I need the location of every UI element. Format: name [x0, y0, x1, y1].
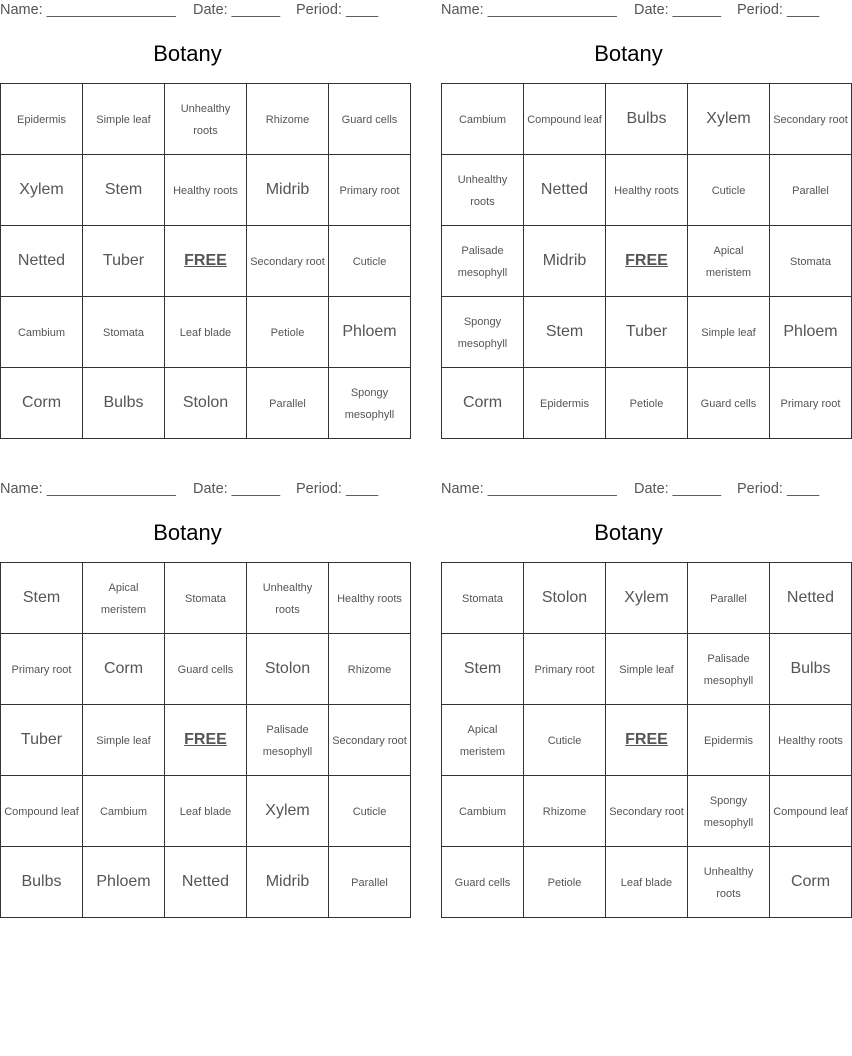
bingo-cell	[770, 847, 852, 918]
bingo-cell	[688, 634, 770, 705]
bingo-cell	[524, 368, 606, 439]
bingo-cell	[83, 847, 165, 918]
date-field-label: Date: ______	[193, 2, 281, 18]
free-space-label: FREE	[625, 731, 668, 749]
bingo-cell-label: Corm	[21, 394, 62, 412]
bingo-cell-label: Palisade mesophyll	[262, 724, 313, 758]
bingo-cell	[83, 297, 165, 368]
bingo-row	[442, 226, 852, 297]
bingo-cell-label: Phloem	[342, 323, 397, 341]
bingo-cell	[524, 84, 606, 155]
period-field-label: Period: ____	[737, 481, 820, 497]
bingo-cell-label: Secondary root	[250, 256, 325, 269]
bingo-cell	[606, 634, 688, 705]
bingo-cell-label: Guard cells	[700, 398, 757, 411]
bingo-row	[1, 226, 411, 297]
bingo-cell	[770, 634, 852, 705]
bingo-row	[1, 84, 411, 155]
bingo-cell	[524, 297, 606, 368]
bingo-cell-label: Spongy mesophyll	[457, 316, 508, 350]
bingo-cell	[688, 847, 770, 918]
bingo-cell	[247, 297, 329, 368]
bingo-cell-label: Parallel	[792, 185, 829, 198]
bingo-cell-label: Stolon	[182, 394, 229, 412]
bingo-cell	[442, 155, 524, 226]
bingo-cell	[83, 563, 165, 634]
period-field-label: Period: ____	[296, 481, 379, 497]
bingo-cell-label: Simple leaf	[96, 735, 151, 748]
bingo-cell-label: Stolon	[264, 660, 311, 678]
card-title: Botany	[153, 520, 222, 545]
bingo-cell	[688, 226, 770, 297]
bingo-cell-label: Petiole	[270, 327, 305, 340]
bingo-cell	[442, 84, 524, 155]
bingo-cell-label: Netted	[540, 181, 589, 199]
bingo-cell-label: Healthy roots	[778, 735, 843, 748]
bingo-cell	[329, 226, 411, 297]
bingo-cell	[442, 297, 524, 368]
bingo-cell	[442, 776, 524, 847]
bingo-cell-label: Rhizome	[542, 806, 587, 819]
free-space-label: FREE	[184, 731, 227, 749]
bingo-cell	[770, 155, 852, 226]
bingo-cell	[83, 155, 165, 226]
student-info-header	[441, 2, 820, 20]
bingo-cell	[83, 226, 165, 297]
bingo-cell-label: Guard cells	[341, 114, 398, 127]
bingo-cell-label: Bulbs	[790, 660, 831, 678]
bingo-cell	[165, 297, 247, 368]
bingo-cell-label: Primary root	[780, 398, 841, 411]
bingo-cell	[606, 705, 688, 776]
bingo-cell-label: Midrib	[265, 873, 310, 891]
name-field-label: Name: ________________	[441, 2, 617, 18]
bingo-cell	[442, 226, 524, 297]
bingo-cell-label: Secondary root	[773, 114, 848, 127]
bingo-cell-label: Epidermis	[17, 114, 66, 127]
bingo-card-3	[0, 479, 407, 915]
bingo-cell-label: Stomata	[103, 327, 144, 340]
bingo-cell	[442, 847, 524, 918]
bingo-cell	[165, 847, 247, 918]
bingo-cell	[247, 84, 329, 155]
bingo-cell	[247, 368, 329, 439]
bingo-cell	[524, 155, 606, 226]
bingo-cell-label: Healthy roots	[337, 593, 402, 606]
bingo-cell	[247, 155, 329, 226]
bingo-cell-label: Corm	[790, 873, 831, 891]
bingo-cell	[1, 847, 83, 918]
bingo-cell	[688, 155, 770, 226]
bingo-grid	[0, 83, 411, 439]
bingo-cell-label: Bulbs	[626, 110, 667, 128]
bingo-cell-label: Primary root	[11, 664, 72, 677]
bingo-cell	[165, 84, 247, 155]
period-field-label: Period: ____	[296, 2, 379, 18]
bingo-cell-label: Simple leaf	[96, 114, 151, 127]
bingo-cell-label: Apical meristem	[459, 724, 506, 758]
name-field-label: Name: ________________	[0, 2, 176, 18]
bingo-cell-label: Xylem	[19, 181, 64, 199]
bingo-cell-label: Netted	[17, 252, 66, 270]
bingo-cell	[329, 634, 411, 705]
bingo-cell	[165, 563, 247, 634]
bingo-row	[442, 847, 852, 918]
bingo-card-2	[441, 0, 848, 436]
bingo-row	[1, 155, 411, 226]
bingo-cell-label: Cambium	[17, 327, 66, 340]
bingo-cell-label: Tuber	[102, 252, 145, 270]
bingo-cell-label: Rhizome	[347, 664, 392, 677]
bingo-cell	[247, 705, 329, 776]
bingo-cell	[442, 705, 524, 776]
bingo-cell-label: Xylem	[706, 110, 751, 128]
bingo-row	[1, 776, 411, 847]
free-space-label: FREE	[625, 252, 668, 270]
bingo-cell-label: Healthy roots	[614, 185, 679, 198]
bingo-cell-label: Stem	[463, 660, 502, 678]
bingo-cell	[83, 84, 165, 155]
bingo-grid	[441, 83, 852, 439]
bingo-cell-label: Tuber	[20, 731, 63, 749]
bingo-cell-label: Rhizome	[265, 114, 310, 127]
bingo-cell	[606, 226, 688, 297]
free-space-label: FREE	[184, 252, 227, 270]
bingo-cell	[442, 634, 524, 705]
bingo-cell	[606, 847, 688, 918]
bingo-cell	[83, 368, 165, 439]
bingo-cell	[688, 563, 770, 634]
bingo-cell-label: Simple leaf	[701, 327, 756, 340]
bingo-row	[442, 155, 852, 226]
bingo-cell	[770, 84, 852, 155]
bingo-cell	[606, 368, 688, 439]
bingo-cell	[524, 847, 606, 918]
bingo-cell-label: Cuticle	[711, 185, 746, 198]
card-title: Botany	[153, 41, 222, 66]
bingo-cell-label: Compound leaf	[527, 114, 602, 127]
bingo-cell-label: Epidermis	[704, 735, 753, 748]
student-info-header	[441, 481, 820, 499]
bingo-cell-label: Netted	[181, 873, 230, 891]
bingo-cell	[165, 155, 247, 226]
bingo-cell-label: Primary root	[534, 664, 595, 677]
bingo-cell	[165, 226, 247, 297]
bingo-cell	[1, 634, 83, 705]
bingo-cell	[770, 705, 852, 776]
card-title: Botany	[594, 520, 663, 545]
bingo-cell-label: Guard cells	[454, 877, 511, 890]
bingo-row	[1, 368, 411, 439]
bingo-cell-label: Stomata	[790, 256, 831, 269]
bingo-cell	[329, 563, 411, 634]
bingo-cell	[83, 776, 165, 847]
bingo-cell	[524, 705, 606, 776]
bingo-cell-label: Healthy roots	[173, 185, 238, 198]
bingo-cell-label: Secondary root	[609, 806, 684, 819]
bingo-cell-label: Petiole	[629, 398, 664, 411]
bingo-cell	[329, 368, 411, 439]
bingo-cell-label: Parallel	[269, 398, 306, 411]
bingo-cell-label: Cambium	[458, 806, 507, 819]
bingo-cell-label: Stem	[545, 323, 584, 341]
bingo-cell	[1, 368, 83, 439]
bingo-cell-label: Stomata	[185, 593, 226, 606]
bingo-cell-label: Unhealthy roots	[457, 174, 508, 208]
bingo-cell-label: Stem	[104, 181, 143, 199]
bingo-grid	[0, 562, 411, 918]
bingo-cell	[606, 155, 688, 226]
bingo-cell-label: Unhealthy roots	[180, 103, 231, 137]
bingo-cell-label: Leaf blade	[179, 327, 232, 340]
bingo-cell	[524, 634, 606, 705]
bingo-cell-label: Xylem	[265, 802, 310, 820]
bingo-cell	[165, 634, 247, 705]
bingo-cell-label: Stolon	[541, 589, 588, 607]
bingo-cell-label: Unhealthy roots	[262, 582, 313, 616]
bingo-cell	[329, 847, 411, 918]
bingo-cell-label: Unhealthy roots	[703, 866, 754, 900]
student-info-header	[0, 481, 379, 499]
bingo-cell	[329, 705, 411, 776]
bingo-cell-label: Cambium	[99, 806, 148, 819]
bingo-cell-label: Epidermis	[540, 398, 589, 411]
bingo-cell-label: Phloem	[783, 323, 838, 341]
name-field-label: Name: ________________	[441, 481, 617, 497]
bingo-cell	[770, 776, 852, 847]
bingo-cell-label: Primary root	[339, 185, 400, 198]
bingo-cell-label: Netted	[786, 589, 835, 607]
bingo-row	[442, 368, 852, 439]
date-field-label: Date: ______	[634, 481, 722, 497]
bingo-row	[442, 297, 852, 368]
bingo-cell	[165, 776, 247, 847]
bingo-cell-label: Simple leaf	[619, 664, 674, 677]
bingo-cell-label: Xylem	[624, 589, 669, 607]
bingo-cell	[688, 84, 770, 155]
bingo-cell	[524, 226, 606, 297]
bingo-cell-label: Compound leaf	[4, 806, 79, 819]
bingo-cell-label: Leaf blade	[179, 806, 232, 819]
bingo-cell	[1, 226, 83, 297]
bingo-cell	[606, 84, 688, 155]
bingo-cell	[524, 776, 606, 847]
bingo-cell-label: Corm	[462, 394, 503, 412]
bingo-cell	[1, 84, 83, 155]
bingo-cell-label: Leaf blade	[620, 877, 673, 890]
bingo-cell	[770, 563, 852, 634]
bingo-cell	[329, 776, 411, 847]
bingo-cell-label: Midrib	[265, 181, 310, 199]
bingo-cell-label: Secondary root	[332, 735, 407, 748]
bingo-cell	[606, 563, 688, 634]
bingo-row	[442, 776, 852, 847]
bingo-cell	[442, 563, 524, 634]
bingo-card-1	[0, 0, 400, 436]
bingo-cell	[770, 297, 852, 368]
bingo-cell	[329, 297, 411, 368]
bingo-cell-label: Tuber	[625, 323, 668, 341]
card-title: Botany	[594, 41, 663, 66]
bingo-cell	[688, 705, 770, 776]
bingo-cell	[247, 634, 329, 705]
bingo-row	[442, 563, 852, 634]
bingo-cell	[83, 705, 165, 776]
bingo-cell	[329, 84, 411, 155]
bingo-cell	[606, 297, 688, 368]
bingo-row	[442, 705, 852, 776]
bingo-row	[1, 563, 411, 634]
bingo-cell	[770, 226, 852, 297]
bingo-cell-label: Parallel	[710, 593, 747, 606]
bingo-cell-label: Apical meristem	[705, 245, 752, 279]
bingo-cell-label: Cuticle	[352, 256, 387, 269]
bingo-card-4	[441, 479, 848, 915]
bingo-cell	[606, 776, 688, 847]
bingo-cell	[524, 563, 606, 634]
bingo-cell-label: Cuticle	[547, 735, 582, 748]
bingo-cell-label: Bulbs	[21, 873, 62, 891]
bingo-cell-label: Guard cells	[177, 664, 234, 677]
bingo-cell-label: Compound leaf	[773, 806, 848, 819]
bingo-cell	[165, 368, 247, 439]
bingo-cell-label: Palisade mesophyll	[703, 653, 754, 687]
bingo-cell	[442, 368, 524, 439]
bingo-row	[1, 705, 411, 776]
bingo-cell-label: Corm	[103, 660, 144, 678]
bingo-cell-label: Apical meristem	[100, 582, 147, 616]
bingo-cell	[1, 297, 83, 368]
bingo-grid	[441, 562, 852, 918]
bingo-cell-label: Spongy mesophyll	[344, 387, 395, 421]
student-info-header	[0, 2, 379, 20]
bingo-cell	[329, 155, 411, 226]
bingo-cell	[247, 563, 329, 634]
bingo-cell	[1, 155, 83, 226]
bingo-cell-label: Cuticle	[352, 806, 387, 819]
bingo-cell	[770, 368, 852, 439]
bingo-cell-label: Stomata	[462, 593, 503, 606]
bingo-cell-label: Midrib	[542, 252, 587, 270]
bingo-cell-label: Cambium	[458, 114, 507, 127]
bingo-cell-label: Petiole	[547, 877, 582, 890]
date-field-label: Date: ______	[193, 481, 281, 497]
bingo-cell-label: Spongy mesophyll	[703, 795, 754, 829]
bingo-cell	[1, 705, 83, 776]
bingo-cell	[83, 634, 165, 705]
bingo-row	[442, 84, 852, 155]
bingo-cell-label: Bulbs	[103, 394, 144, 412]
bingo-row	[1, 847, 411, 918]
bingo-cell	[247, 847, 329, 918]
bingo-cell	[165, 705, 247, 776]
bingo-cell	[1, 563, 83, 634]
bingo-cell-label: Phloem	[96, 873, 151, 891]
bingo-cell	[1, 776, 83, 847]
bingo-cell	[688, 776, 770, 847]
period-field-label: Period: ____	[737, 2, 820, 18]
name-field-label: Name: ________________	[0, 481, 176, 497]
bingo-row	[1, 634, 411, 705]
bingo-cell-label: Stem	[22, 589, 61, 607]
bingo-cell	[247, 226, 329, 297]
bingo-cell	[688, 297, 770, 368]
bingo-row	[442, 634, 852, 705]
date-field-label: Date: ______	[634, 2, 722, 18]
bingo-cell-label: Parallel	[351, 877, 388, 890]
bingo-row	[1, 297, 411, 368]
bingo-cell-label: Palisade mesophyll	[457, 245, 508, 279]
bingo-cell	[688, 368, 770, 439]
bingo-cell	[247, 776, 329, 847]
